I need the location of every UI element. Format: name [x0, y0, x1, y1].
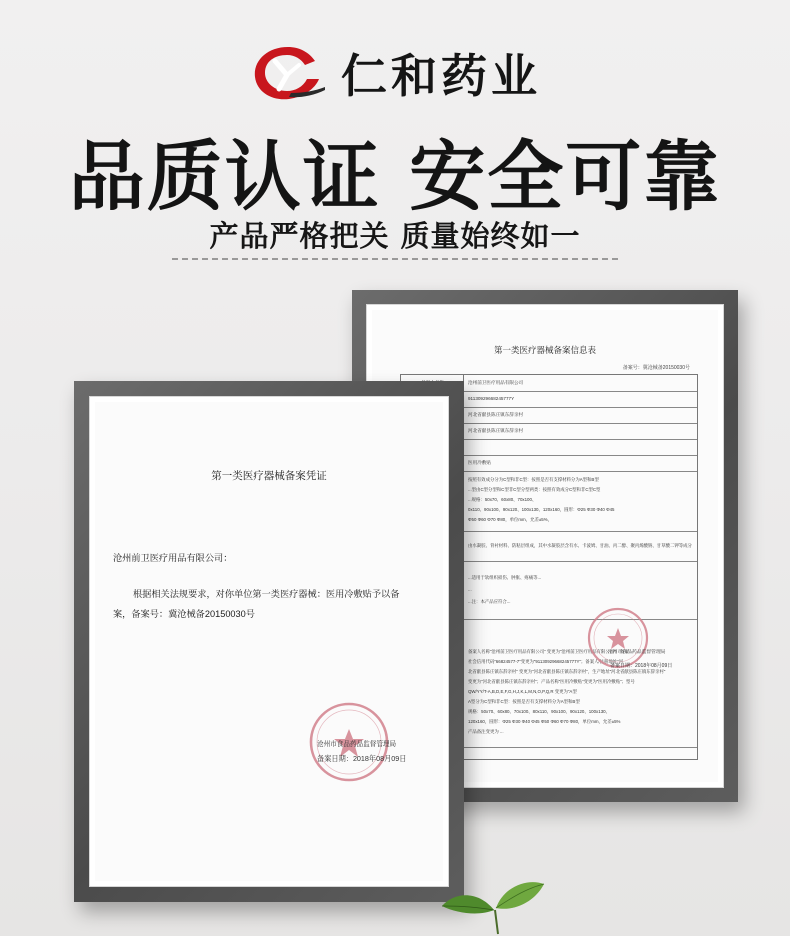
front-certificate-body [113, 584, 429, 624]
usage-line: ... [468, 587, 472, 592]
page-subheadline: 产品严格把关 质量始终如一 [209, 219, 581, 253]
table-row-value: 河北省献县陈庄镇东辞亲村 [468, 412, 524, 417]
table-row-value: 91130929668245777Y [468, 396, 515, 401]
change-line: 120x160，圆形：Φ25 Φ30 Φ40 Φ45 Φ50 Φ60 Φ70 Φ80，单位mm，允差±5% [468, 719, 621, 724]
back-record-date: 备案日期：2018年08月09日 [610, 663, 673, 669]
table-row-value: 沧州前卫医疗用品有限公司 [468, 380, 524, 385]
change-line: 规格：50x70、60x80、70x100、80x110、90x100、90x120、100x130、 [468, 709, 610, 714]
green-leaves-icon [438, 870, 548, 936]
back-record-number: 备案号：冀沧械备20150030号 [622, 365, 690, 371]
front-certificate-frame [74, 381, 464, 902]
front-certificate-mat [89, 396, 449, 887]
back-issuing-authority: 沧州市食品药品监督管理局 [608, 650, 666, 655]
change-line: 备案人名称“沧州前卫医疗用品有限公司” 变更为“沧州前卫医疗用品有限公司”；备案 [468, 649, 629, 654]
official-seal-icon [586, 606, 650, 670]
front-addressee: 沧州前卫医疗用品有限公司： [113, 553, 233, 563]
change-line: 变更为“河北省献县陈庄镇东辞亲村”；产品名称“医用冷敷贴”变更为“医用冷敷贴”；型号 [468, 679, 635, 684]
model-spec-line: ...规格：50x70、60x80、70x100、 [468, 497, 537, 502]
brand-header [0, 38, 790, 108]
product-name-value: 医用冷敷贴 [468, 460, 491, 465]
front-certificate-title: 第一类医疗器械备案凭证 [211, 470, 327, 482]
change-line: 社会信用代码“66824577-7”变更为“91130929668245777Y”；备案人/注册地址“河 [468, 659, 624, 664]
back-certificate-title: 第一类医疗器械备案信息表 [493, 345, 596, 355]
front-issuing-authority: 沧州市食品药品监督管理局 [317, 741, 397, 748]
model-spec-line: 按照有效成分分为C型和非C型：按照是否有支撑材料分为A型和B型 [468, 477, 599, 482]
dashed-divider [172, 258, 618, 260]
change-line: QW/YY/T-A,B,D,E,F,G,H,J,K,L,M,N,O,P,Q,R 变更为“A型 [468, 689, 577, 694]
change-line: 北省献县陈庄镇东辞亲村” 变更为“河北省献县陈庄镇东辞亲村”，生产地址“河北省献县陈庄镇东辞亲村” [468, 669, 666, 674]
brand-name: 仁和药业 [341, 49, 541, 103]
front-body-line: 案，备案号：冀沧械备20150030号 [113, 609, 255, 619]
front-record-date: 备案日期：2018年08月09日 [317, 754, 407, 763]
change-line: A型分为C型和非C型：按照是否有支撑材料分为A型和B型 [468, 699, 580, 704]
model-spec-line: 0x110、90x100、90x120、100x130、120x160，圆形：Φ25 Φ30 Φ40 Φ45 [468, 507, 615, 512]
front-body-line: 根据相关法规要求，对你单位第一类医疗器械：医用冷敷贴予以备 [133, 589, 400, 599]
front-certificate-paper [95, 402, 443, 881]
model-spec-line: ...型由C型分型和C型非C型分型两类：按照有效成分C型和非C型C型 [468, 487, 601, 492]
renhe-logo-icon [249, 43, 327, 103]
page-headline: 品质认证 安全可靠 [68, 132, 722, 221]
composition-text: 由水凝胶、背衬材料、防粘层组成，其中水凝胶层含有水、卡波姆、甘油、丙二醇、聚丙烯酸钠、甘草酸二钾等成分 [468, 543, 692, 548]
change-line: 产品备注变更为 ... [468, 729, 504, 734]
model-spec-line: Φ50 Φ60 Φ70 Φ80，单位mm，允差±5%， [468, 517, 553, 522]
usage-line: ...注：本产品应符合... [468, 599, 511, 604]
usage-line: ...适用于软组织损伤、肿胀、疼痛等... [468, 575, 542, 580]
table-row-value: 河北省献县陈庄镇东辞亲村 [468, 428, 524, 433]
